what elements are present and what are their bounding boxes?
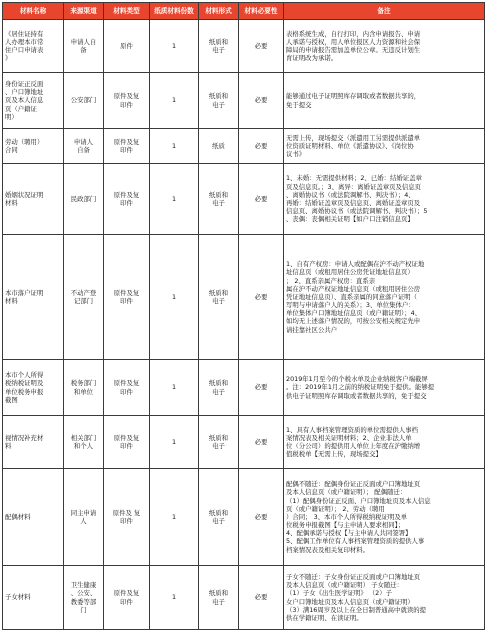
remarks: 1、未婚：无需提供材料；2、已婚：结婚证盖章 页及信息页。；3、离异：离婚证盖章页及信息页 、离婚协议书（或法院调解书、判决书）；4、 再婚：结婚证盖章页及信息页、离婚证盖章页及 信息页、离婚协议书（或法院调解书、判决书）；5 、丧偶：丧偶相关证明【如户口注销信息页】: [286, 174, 428, 224]
materials-table: [2, 2, 485, 630]
form-cell: [199, 360, 239, 416]
material-name: 《居住证持有 人办理本市常 住户口申请表 》: [5, 29, 44, 63]
source: 民政部门: [70, 194, 97, 203]
source-cell: [64, 235, 104, 360]
form-cell: [199, 416, 239, 469]
count-cell: [150, 164, 199, 235]
necessity: 必要: [254, 593, 268, 602]
material-name: 配偶材料: [5, 512, 31, 521]
remarks-cell: [284, 164, 485, 235]
material-type: 原件及复 印件: [113, 288, 140, 305]
material-name: 子女材料: [5, 593, 31, 602]
source-cell: [64, 20, 104, 73]
type-cell: [104, 566, 150, 630]
material-form: 纸质和 电子: [208, 508, 229, 525]
paper-copies: 1: [171, 593, 177, 602]
type-cell: [104, 129, 150, 164]
necessity: 必要: [254, 141, 268, 150]
form-cell: [199, 129, 239, 164]
material-type: 原件及复 印件: [113, 137, 140, 154]
necessity: 必要: [254, 41, 268, 50]
type-cell: [104, 235, 150, 360]
material-name-cell: [3, 416, 64, 469]
remarks: 子女不随迁：子女身份证正反面或户口簿地址页 及本人信息页（或户籍证明） 子女随迁： （1）子女《出生医学证明》 （2）子 女户口簿地址页及本人信息页（或户籍证明） （3）满16周岁及以上在全日制普通高中就读的提 供在学籍证明、在读证明。: [286, 572, 427, 622]
paper-copies: 1: [171, 512, 177, 521]
source: 税务部门 和单位: [70, 379, 97, 396]
material-form: 纸质和 电子: [208, 190, 229, 207]
remarks-cell: [284, 235, 485, 360]
material-name-cell: [3, 129, 64, 164]
table-row: [3, 20, 485, 73]
source-cell: [64, 73, 104, 129]
table-row: [3, 566, 485, 630]
paper-copies: 1: [171, 292, 177, 301]
type-cell: [104, 416, 150, 469]
source-cell: [64, 164, 104, 235]
paper-copies: 1: [171, 96, 177, 105]
material-type: 原件及复 印件: [113, 190, 140, 207]
count-cell: [150, 469, 199, 566]
source: 卫生健康 、公安、 教委等部 门: [70, 581, 97, 614]
paper-copies: 1: [171, 41, 177, 50]
required-cell: [239, 566, 284, 630]
header-paper-copies: 纸质材料份数: [150, 3, 199, 20]
material-form: 纸质和 电子: [208, 433, 229, 450]
table-row: [3, 129, 485, 164]
header-remarks: 备注: [284, 3, 485, 20]
table-header-row: [3, 3, 485, 20]
material-form: 纸质和 电子: [208, 379, 229, 396]
necessity: 必要: [254, 512, 268, 521]
necessity: 必要: [254, 292, 268, 301]
material-name: 婚姻状况证明 材料: [5, 190, 44, 207]
header-source: 来源渠道: [64, 3, 104, 20]
count-cell: [150, 416, 199, 469]
form-cell: [199, 469, 239, 566]
count-cell: [150, 73, 199, 129]
remarks-cell: [284, 469, 485, 566]
source-cell: [64, 469, 104, 566]
material-name-cell: [3, 566, 64, 630]
source: 相关部门 和个人: [70, 433, 97, 450]
table-row: [3, 416, 485, 469]
remarks-cell: [284, 360, 485, 416]
source-cell: [64, 360, 104, 416]
table-row: [3, 469, 485, 566]
material-name: 视情况补充材 料: [5, 433, 44, 450]
count-cell: [150, 360, 199, 416]
form-cell: [199, 20, 239, 73]
header-material-name: 材料名称: [3, 3, 64, 20]
count-cell: [150, 566, 199, 630]
required-cell: [239, 360, 284, 416]
remarks-cell: [284, 129, 485, 164]
type-cell: [104, 469, 150, 566]
remarks: 1、自有产权房：申请人或配偶在沪不动产权证地 址信息页（或租用居住公房凭证地址信息页） ； 2、直系亲属产权房：直系亲 属在沪不动产权证地址信息页（或租用居住公房 凭证地址信息页）、直系亲属的同意落户证明（ 写明与申请落户人的关系）；3、单位集体户： 单位集体户口簿地址信息页（或户籍证明）；4、 如均无上述落户情况的，可按公安相关规定先申 请挂靠社区公共户: [286, 260, 425, 334]
header-material-form: 材料形式: [199, 3, 239, 20]
material-name: 劳动（聘用） 合同: [5, 137, 44, 154]
material-type: 原件: [120, 41, 133, 50]
paper-copies: 1: [171, 194, 177, 203]
required-cell: [239, 164, 284, 235]
count-cell: [150, 20, 199, 73]
table-row: [3, 73, 485, 129]
source-cell: [64, 416, 104, 469]
necessity: 必要: [254, 383, 268, 392]
type-cell: [104, 164, 150, 235]
type-cell: [104, 20, 150, 73]
paper-copies: 1: [171, 141, 177, 150]
source: 不动产登 记部门: [70, 288, 97, 305]
remarks: 配偶不随迁：配偶身份证正反面或户口簿地址页 及本人信息页（或户籍证明）； 配偶随迁： （1）配偶身份证正反面、户口簿地址页及本人信息 页（或户籍证明）； 2、劳动（聘用 ）合同； 3、本市个人所得税纳税证明及单 位税务申报截图【与主申请人要求相同】； 4、配偶承诺与授权【与主申请人共同签署】 5、配偶工作单位有人事档案管理资质的提供人事 档案情况表及相关复印材料。: [286, 480, 431, 554]
table-row: [3, 164, 485, 235]
required-cell: [239, 129, 284, 164]
source: 申请人 自备: [73, 137, 94, 154]
form-cell: [199, 73, 239, 129]
source-cell: [64, 566, 104, 630]
material-name-cell: [3, 164, 64, 235]
material-form: 纸质和 电子: [208, 288, 229, 305]
material-name-cell: [3, 73, 64, 129]
remarks: 1、具有人事档案管理资质的单位需提供人事档 案情况表及相关证明材料；2、企业非法人单 位（分公司）的提供用人单位上年度在沪缴纳增 值税税单【无需上传，现场提交】: [286, 425, 421, 459]
source: 申请人自 备: [70, 37, 97, 54]
required-cell: [239, 416, 284, 469]
material-type: 原件及复 印件: [113, 379, 140, 396]
form-cell: [199, 235, 239, 360]
form-cell: [199, 164, 239, 235]
material-name-cell: [3, 469, 64, 566]
count-cell: [150, 235, 199, 360]
material-name-cell: [3, 235, 64, 360]
required-cell: [239, 235, 284, 360]
table-row: [3, 235, 485, 360]
necessity: 必要: [254, 96, 268, 105]
header-necessity: 材料必要性: [239, 3, 284, 20]
remarks-cell: [284, 416, 485, 469]
remarks-cell: [284, 73, 485, 129]
paper-copies: 1: [171, 437, 177, 446]
material-name: 本市落户证明 材料: [5, 288, 44, 305]
material-form: 纸质和 电子: [208, 92, 229, 109]
source: 同主申请 人: [70, 508, 97, 525]
remarks: 2019年1月至今的个税水单及企业纳税客户端截屏 。注：2019年1月之前的纳税证明免于提供。能够提 供电子证明照库存调取或者数据共享的，免于提交: [286, 375, 435, 400]
required-cell: [239, 469, 284, 566]
required-cell: [239, 20, 284, 73]
type-cell: [104, 360, 150, 416]
material-type: 原件及 复 印件: [112, 508, 141, 525]
material-name-cell: [3, 20, 64, 73]
table-row: [3, 360, 485, 416]
count-cell: [150, 129, 199, 164]
material-name-cell: [3, 360, 64, 416]
remarks-cell: [284, 566, 485, 630]
necessity: 必要: [254, 194, 268, 203]
material-form: 纸质: [212, 141, 225, 150]
remarks-cell: [284, 20, 485, 73]
form-cell: [199, 566, 239, 630]
header-material-type: 材料类型: [104, 3, 150, 20]
necessity: 必要: [254, 437, 268, 446]
type-cell: [104, 73, 150, 129]
material-form: 纸质和 电子: [208, 37, 229, 54]
material-form: 纸质和 电子: [208, 589, 229, 606]
required-cell: [239, 73, 284, 129]
material-type: 原件及复 印件: [113, 92, 140, 109]
paper-copies: 1: [171, 383, 177, 392]
remarks: 能够通过电子证明照库存调取或者数据共享的， 免于提交: [286, 92, 421, 109]
material-type: 原件及复 印件: [113, 589, 140, 606]
material-name: 本市个人所得 税纳税证明及 单位税务申报 截图: [5, 371, 44, 404]
remarks: 无需上传，现场提交（派遣用工另需提供派遣单 位资质证明材料、单位《派遣协议》、《岗位协 议书》: [286, 133, 421, 159]
source-cell: [64, 129, 104, 164]
material-type: 原件及复 印件: [113, 433, 140, 450]
material-name: 身份证正反面 、户口簿地址 页及本人信息 页（户籍证 明）: [5, 80, 44, 121]
source: 公安部门: [70, 96, 97, 105]
remarks: 表格系统生成，自行打印，内含申请报告、申请 人承诺与授权，用人单位报区人力资源和社会保 障局的申请报告需加盖单位公章。无违反计划生 育证明改为承诺。: [286, 29, 421, 63]
